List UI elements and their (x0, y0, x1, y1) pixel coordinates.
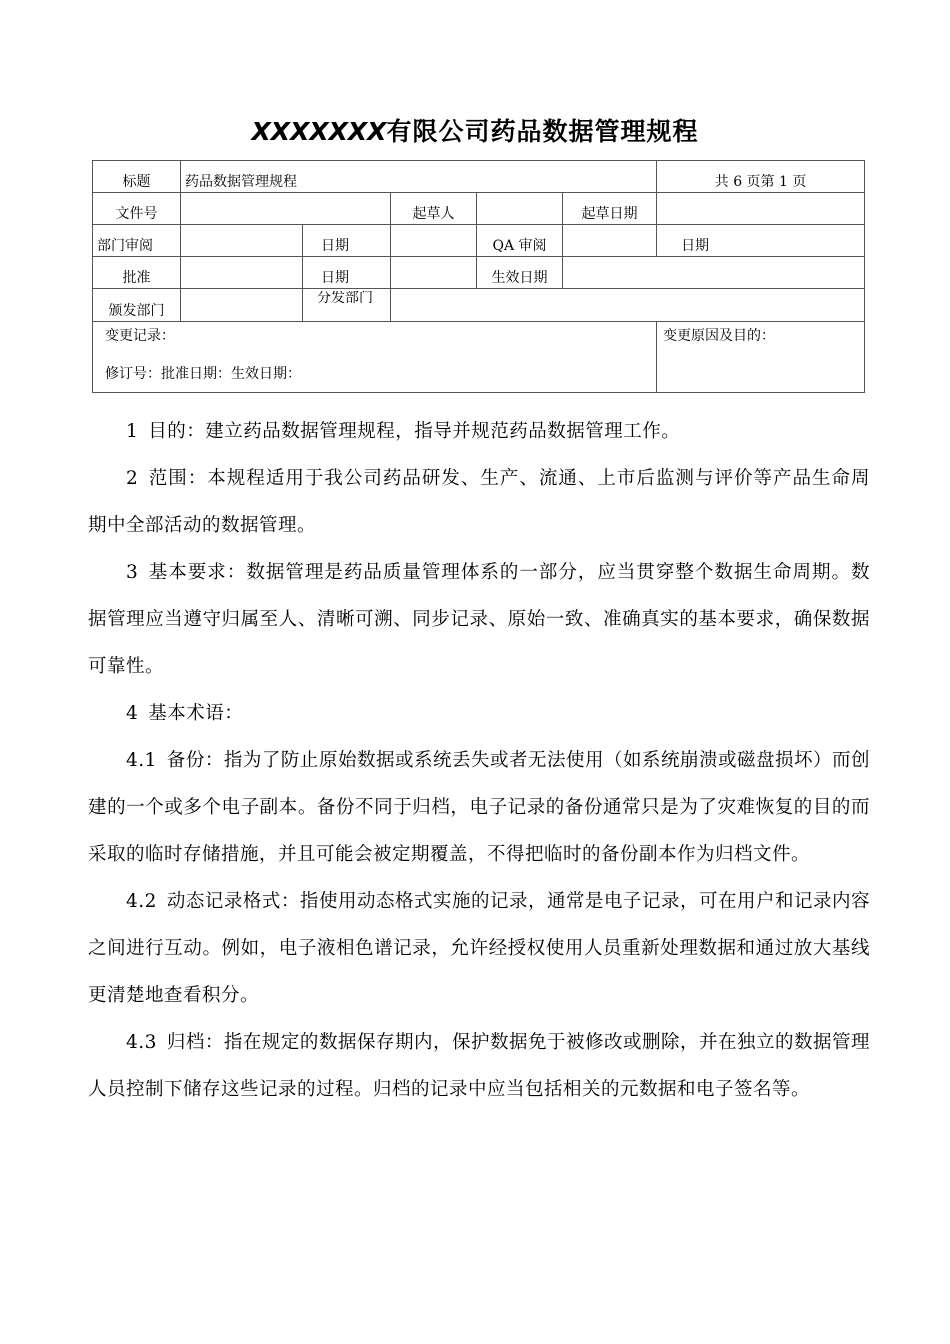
section-text: 归档：指在规定的数据保存期内，保护数据免于被修改或删除，并在独立的数据管理人员控制下储存这些记录的过程。归档的记录中应当包括相关的元数据和电子签名等。 (88, 1032, 870, 1100)
issue-dept-label: 颁发部门 (93, 289, 181, 322)
section-text: 备份：指为了防止原始数据或系统丢失或者无法使用（如系统崩溃或磁盘损坏）而创建的一个或多个电子副本。备份不同于归档，电子记录的备份通常只是为了灾难恢复的目的而采取的临时存储措施，并且可能会被定期覆盖，不得把临时的备份副本作为归档文件。 (88, 750, 870, 865)
effective-date-value (563, 257, 865, 289)
section-number: 1 (126, 421, 139, 442)
section-4-1 (88, 737, 870, 878)
section-2 (88, 455, 870, 549)
drafter-value (477, 193, 563, 225)
approve-label: 批准 (93, 257, 181, 289)
drafter-label: 起草人 (391, 193, 477, 225)
section-number: 4.2 (126, 891, 157, 912)
dept-review-value (181, 225, 303, 257)
document-header-table (92, 160, 865, 393)
section-3 (88, 549, 870, 690)
section-number: 2 (126, 468, 139, 489)
qa-review-label: QA 审阅 (477, 225, 563, 257)
date-value-1 (391, 225, 477, 257)
change-record-label: 变更记录： (105, 328, 175, 344)
section-number: 3 (126, 562, 139, 583)
date-label-3: 日期 (303, 257, 391, 289)
document-body (88, 408, 870, 1113)
title-value: 药品数据管理规程 (181, 161, 657, 193)
distribute-dept-label (303, 289, 391, 322)
header-row-approve (93, 257, 865, 289)
title-label: 标题 (93, 161, 181, 193)
section-text: 动态记录格式：指使用动态格式实施的记录，通常是电子记录，可在用户和记录内容之间进行互动。例如，电子液相色谱记录，允许经授权使用人员重新处理数据和通过放大基线更清楚地查看积分。 (88, 891, 870, 1006)
section-4 (88, 690, 870, 737)
header-row-change (93, 322, 865, 393)
section-number: 4.1 (126, 750, 157, 771)
change-reason-label: 变更原因及目的： (657, 322, 865, 393)
document-title (0, 112, 950, 148)
draft-date-value (657, 193, 865, 225)
doc-no-label: 文件号 (93, 193, 181, 225)
change-record-cell (93, 322, 657, 393)
section-number: 4.3 (126, 1032, 157, 1053)
title-text: 有限公司药品数据管理规程 (386, 117, 699, 146)
approve-value (181, 257, 303, 289)
draft-date-label: 起草日期 (563, 193, 657, 225)
distribute-dept-text: 分发部门 (317, 291, 373, 306)
distribute-dept-value (391, 289, 865, 322)
issue-dept-value (181, 289, 303, 322)
date-value-3 (391, 257, 477, 289)
page-info: 共 6 页第 1 页 (657, 161, 865, 193)
qa-review-value (563, 225, 657, 257)
header-row-title (93, 161, 865, 193)
title-company-placeholder: XXXXXXX (251, 117, 387, 146)
section-text: 基本术语： (148, 703, 244, 724)
section-4-2 (88, 878, 870, 1019)
doc-no-value (181, 193, 391, 225)
dept-review-label: 部门审阅 (93, 225, 181, 257)
header-row-docno (93, 193, 865, 225)
section-number: 4 (126, 703, 139, 724)
section-text: 目的：建立药品数据管理规程，指导并规范药品数据管理工作。 (148, 421, 681, 442)
revision-line: 修订号：批准日期：生效日期： (105, 366, 301, 382)
date-label-2: 日期 (657, 225, 865, 257)
section-1 (88, 408, 870, 455)
section-text: 范围：本规程适用于我公司药品研发、生产、流通、上市后监测与评价等产品生命周期中全部活动的数据管理。 (88, 468, 870, 536)
section-4-3 (88, 1019, 870, 1113)
section-text: 基本要求：数据管理是药品质量管理体系的一部分，应当贯穿整个数据生命周期。数据管理应当遵守归属至人、清晰可溯、同步记录、原始一致、准确真实的基本要求，确保数据可靠性。 (88, 562, 870, 677)
header-row-review (93, 225, 865, 257)
date-label-1: 日期 (303, 225, 391, 257)
header-row-issue (93, 289, 865, 322)
effective-date-label: 生效日期 (477, 257, 563, 289)
